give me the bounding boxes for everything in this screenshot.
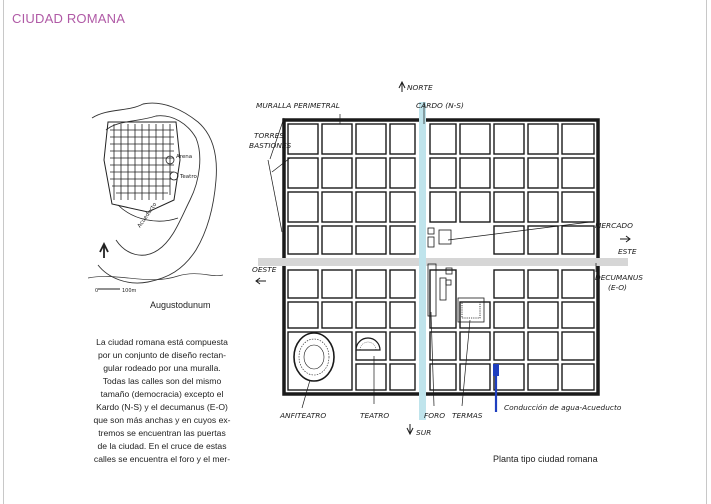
description-line: La ciudad romana está compuesta — [96, 337, 228, 347]
label-teatro: TEATRO — [360, 411, 390, 420]
description-line: por un conjunto de diseño rectan- — [97, 350, 227, 360]
plan-base — [258, 102, 628, 420]
description-line: de la ciudad. En el cruce de estas — [97, 441, 227, 451]
page-title: CIUDAD ROMANA — [12, 11, 126, 26]
label-anfiteatro: ANFITEATRO — [280, 411, 327, 420]
description-line: gular rodeado por una muralla. — [103, 363, 221, 373]
label-torres: TORRES — [254, 131, 284, 140]
label-termas: TERMAS — [452, 411, 483, 420]
label-acueducto: Acueducto — [136, 201, 159, 230]
description-line: calles se encuentra el foro y el mer- — [93, 454, 231, 464]
small-map-caption: Augustodunum — [150, 300, 211, 310]
label-arena: Arena — [176, 154, 193, 160]
description-line: tremos se encuentran las puertas — [98, 428, 226, 438]
west-arrow-icon — [256, 278, 266, 284]
label-oeste: OESTE — [252, 265, 277, 274]
label-mercado: MERCADO — [595, 221, 633, 230]
aqueduct-marker — [493, 364, 499, 376]
teatro-circle — [170, 172, 178, 180]
east-arrow-icon — [620, 236, 630, 242]
label-cardo: CARDO (N-S) — [416, 101, 464, 110]
scale-start: 0 — [95, 288, 99, 294]
label-decumanus: DECUMANUS — [595, 273, 643, 282]
north-arrow-icon — [399, 82, 405, 92]
scale-end: 100m — [122, 288, 137, 294]
description-line: tamaño (democracia) excepto el — [100, 389, 224, 399]
label-sur: SUR — [416, 428, 432, 437]
label-acueducto: Conducción de agua-Acueducto — [504, 403, 622, 412]
label-decumanus-eo: (E-O) — [608, 283, 627, 292]
label-teatro: Teatro — [180, 174, 197, 180]
label-muralla: MURALLA PERIMETRAL — [256, 101, 340, 110]
south-arrow-icon — [407, 424, 413, 434]
north-arrow-icon — [100, 244, 108, 258]
city-grid — [110, 124, 174, 200]
label-este: ESTE — [618, 247, 637, 256]
frame-left-line — [3, 0, 4, 504]
description-line: que son más anchas y en cuyos ex- — [93, 415, 231, 425]
roman-city-plan — [248, 72, 648, 447]
augustodunum-map — [88, 100, 223, 295]
label-bastiones: BASTIONES — [249, 141, 292, 150]
cardo-street — [419, 102, 426, 420]
description-line: Todas las calles son del mismo — [102, 376, 222, 386]
description-text — [68, 336, 256, 466]
description-line: Kardo (N-S) y el decumanus (E-O) — [96, 402, 228, 412]
plan-caption: Planta tipo ciudad romana — [493, 454, 598, 464]
label-norte: NORTE — [407, 83, 433, 92]
city-wall — [284, 120, 598, 394]
decumanus-street — [258, 258, 628, 266]
frame-right-line — [706, 0, 707, 504]
label-foro: FORO — [424, 411, 446, 420]
